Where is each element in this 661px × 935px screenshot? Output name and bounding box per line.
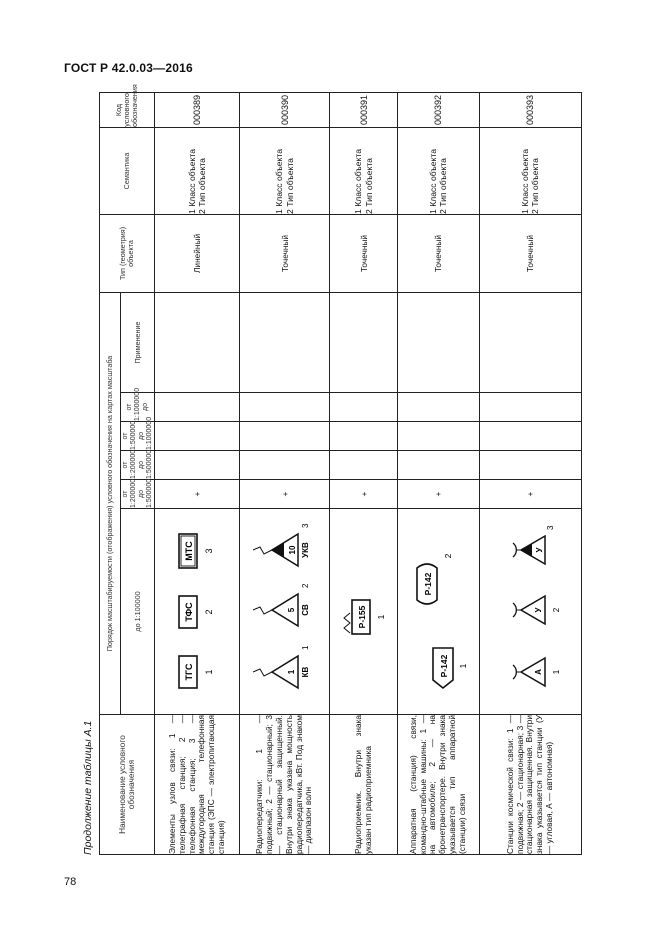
symbol-code: 000391 bbox=[330, 92, 398, 127]
symbol-number: 2 bbox=[300, 584, 310, 589]
communication-node-symbols bbox=[167, 517, 227, 707]
header-semantics: Семантика bbox=[100, 127, 155, 214]
header-scale-5: от 1:1000000 до bbox=[121, 393, 155, 422]
header-scale-2: от 1:200000 до 1:500000 bbox=[121, 478, 153, 508]
symbol-label: У bbox=[535, 548, 545, 553]
symbol-cell bbox=[240, 509, 330, 715]
semantics: 1 Класс объекта 2 Тип объекта bbox=[155, 127, 240, 214]
empty-cell bbox=[240, 292, 330, 392]
empty-cell bbox=[330, 422, 398, 451]
empty-cell bbox=[240, 451, 330, 480]
page-number: 78 bbox=[64, 876, 77, 888]
header-scale-1: до 1:100000 bbox=[121, 509, 155, 715]
object-type: Точечный bbox=[397, 214, 479, 292]
object-type: Точечный bbox=[479, 214, 581, 292]
symbols-table bbox=[99, 84, 582, 855]
empty-cell bbox=[397, 422, 479, 451]
symbol-code: 000390 bbox=[240, 92, 330, 127]
semantics: 1 Класс объекта 2 Тип объекта bbox=[397, 127, 479, 214]
symbol-code: 000392 bbox=[397, 92, 479, 127]
symbol-label: 10 bbox=[287, 546, 297, 555]
scale-mark: + bbox=[330, 480, 398, 509]
header-scale-3: от 1:200000 до 1:500000 bbox=[121, 449, 153, 479]
empty-cell bbox=[397, 292, 479, 392]
header-code: Код условного обозначения bbox=[100, 92, 155, 127]
semantics: 1 Класс объекта 2 Тип объекта bbox=[240, 127, 330, 214]
empty-cell bbox=[330, 451, 398, 480]
radio-receiver-symbol bbox=[336, 517, 392, 707]
symbol-number: 1 bbox=[552, 670, 562, 675]
table-row bbox=[479, 92, 581, 854]
semantics: 1 Класс объекта 2 Тип объекта bbox=[330, 127, 398, 214]
object-type: Точечный bbox=[330, 214, 398, 292]
communication-vehicle-symbols bbox=[403, 517, 473, 707]
row-name: Станции космической связи: 1 — подвижная; 2 — стационарная; 3 — стационарная защищенная. Внутри знака указывается тип станции (У — угловая, А — автономная) bbox=[479, 715, 581, 855]
symbol-label: У bbox=[534, 608, 544, 613]
symbol-code: 000393 bbox=[479, 92, 581, 127]
table-row bbox=[155, 92, 240, 854]
header-scale-4: от 1:500000 до 1:1000000 bbox=[121, 416, 153, 450]
empty-cell bbox=[155, 393, 240, 422]
symbol-label: Р-155 bbox=[356, 606, 367, 629]
symbol-number: 1 bbox=[300, 646, 310, 651]
symbol-label: СВ bbox=[300, 604, 310, 617]
scale-mark: + bbox=[479, 480, 581, 509]
symbol-number: 3 bbox=[204, 548, 215, 555]
empty-cell bbox=[397, 451, 479, 480]
symbol-label: 1 bbox=[286, 670, 296, 675]
empty-cell bbox=[397, 393, 479, 422]
empty-cell bbox=[479, 393, 581, 422]
symbol-label: КВ bbox=[300, 667, 310, 678]
symbol-cell bbox=[330, 509, 398, 715]
empty-cell bbox=[330, 393, 398, 422]
symbol-cell bbox=[479, 509, 581, 715]
symbol-code: 000389 bbox=[155, 92, 240, 127]
symbol-label: МТС bbox=[184, 541, 195, 562]
header-type: Тип (геометрия) объекта bbox=[100, 214, 155, 292]
scale-mark: + bbox=[240, 480, 330, 509]
symbol-number: 3 bbox=[300, 524, 310, 529]
symbol-number: 1 bbox=[458, 664, 469, 669]
empty-cell bbox=[155, 292, 240, 392]
symbol-cell bbox=[155, 509, 240, 715]
rotated-table-region bbox=[82, 84, 582, 855]
symbol-number: 2 bbox=[552, 608, 562, 613]
semantics: 1 Класс объекта 2 Тип объекта bbox=[479, 127, 581, 214]
empty-cell bbox=[155, 451, 240, 480]
symbol-label: ТФС bbox=[184, 602, 195, 623]
object-type: Линейный bbox=[155, 214, 240, 292]
symbol-label: ТГС bbox=[184, 664, 195, 681]
table-caption: Продолжение таблицы А.1 bbox=[82, 720, 94, 855]
row-name: Аппаратная (станция) связи, командно-штабные машины: 1 — на автомобиле; 2 — на бронетранспортере. Внутри знака указывается тип аппаратной (станции) связи bbox=[397, 715, 479, 855]
empty-cell bbox=[479, 422, 581, 451]
symbol-label: Р-142 bbox=[423, 573, 434, 596]
scale-mark: + bbox=[155, 480, 240, 509]
header-scale-group: Порядок масштабируемости (отображения) условного обозначения на картах масштаба bbox=[100, 292, 121, 714]
row-name: Радиопередатчики: 1 — подвижный; 2 — стационарный; 3 — стационарный защищенный. Внутри знака указана мощность радиопередатчика, кВт. Под знаком — диапазон волн bbox=[240, 715, 330, 855]
document-title: ГОСТ Р 42.0.03—2016 bbox=[64, 61, 193, 75]
radio-transmitter-symbols bbox=[246, 517, 324, 707]
symbol-label: Р-142 bbox=[439, 655, 450, 678]
table-row bbox=[330, 92, 398, 854]
row-name: Радиоприемник. Внутри знака указан тип радиоприемника bbox=[330, 715, 398, 855]
table-row bbox=[397, 92, 479, 854]
symbol-label: УКВ bbox=[300, 542, 310, 559]
space-communication-symbols bbox=[491, 517, 569, 707]
row-name: Элементы узлов связи: 1 — телеграфная станция; 2 — телефонная станция; 3 — междугородная телефонная станция (ЭПС — электропитающая станция) bbox=[155, 715, 240, 855]
symbol-cell bbox=[397, 509, 479, 715]
empty-cell bbox=[479, 451, 581, 480]
empty-cell bbox=[240, 393, 330, 422]
scale-mark: + bbox=[397, 480, 479, 509]
empty-cell bbox=[479, 292, 581, 392]
symbol-number: 2 bbox=[204, 609, 215, 616]
symbol-label: 5 bbox=[286, 608, 296, 613]
object-type: Точечный bbox=[240, 214, 330, 292]
symbol-number: 1 bbox=[204, 669, 215, 676]
empty-cell bbox=[155, 422, 240, 451]
header-name: Наименование условного обозначения bbox=[100, 715, 155, 855]
header-note: Применение bbox=[121, 292, 155, 392]
symbol-number: 2 bbox=[443, 554, 454, 559]
symbol-number: 3 bbox=[546, 526, 556, 531]
symbol-label: А bbox=[534, 669, 544, 676]
empty-cell bbox=[240, 422, 330, 451]
table-row bbox=[240, 92, 330, 854]
empty-cell bbox=[330, 292, 398, 392]
symbol-number: 1 bbox=[375, 615, 386, 620]
